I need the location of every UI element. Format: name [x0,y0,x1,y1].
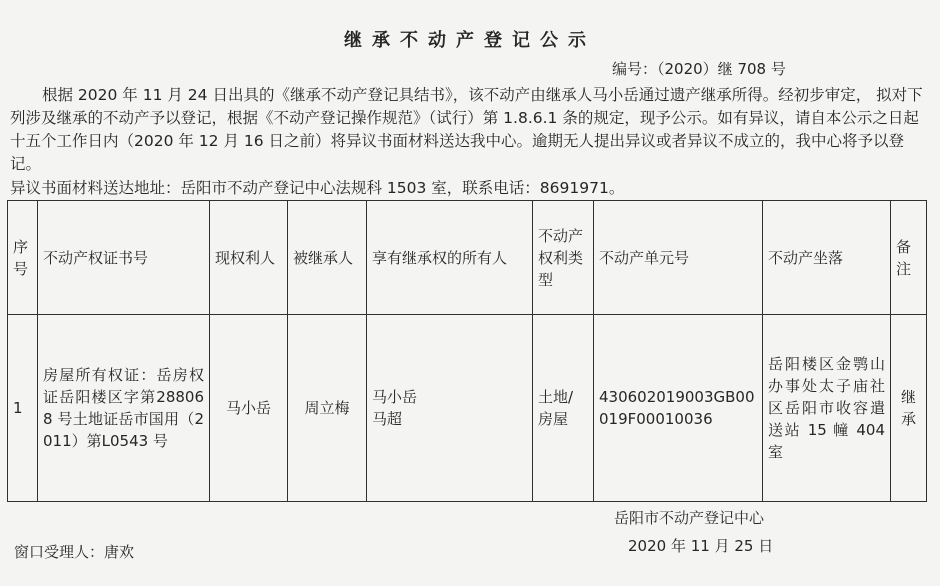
window-clerk: 窗口受理人：唐欢 [14,543,135,561]
header-holder: 现权利人 [210,201,288,315]
cell-right-type: 土地/房屋 [533,315,594,502]
cell-holder: 马小岳 [210,315,288,502]
notice-paragraph: 根据 2020 年 11 月 24 日出具的《继承不动产登记具结书》，该不动产由继承人马小岳通过遗产继承所得。经初步审定， 拟对下列涉及继承的不动产予以登记，根据《不动产登记操作规范》（试行）第 1.8.6.1 条的规定，现予公示。如有异议，请自本公示之日起十五个工作日内（2020 年 12 月 16 日之前）将异议书面材料送达我中心。逾期无人提出异议或者异议不成立的，我中心将予以登记。 [10,86,923,173]
document-number: 编号：（2020）继 708 号 [612,60,786,78]
cell-decedent: 周立梅 [288,315,367,502]
cell-unit-no: 430602019003GB00019F00010036 [594,315,763,502]
header-remark: 备注 [891,201,927,315]
header-cert-no: 不动产权证书号 [38,201,210,315]
cell-seq: 1 [8,315,38,502]
header-heirs: 享有继承权的所有人 [367,201,533,315]
heir-name: 马小岳 [372,388,418,406]
heir-name: 马超 [372,410,403,428]
cell-heirs [367,315,533,502]
cell-remark: 继承 [891,315,927,502]
issuing-organization: 岳阳市不动产登记中心 [614,509,765,527]
header-seq: 序号 [8,201,38,315]
cell-cert-no: 房屋所有权证：岳房权证岳阳楼区字第288068 号土地证岳市国用（2011）第L0543 号 [38,315,210,502]
registration-table [7,200,927,502]
objection-address: 异议书面材料送达地址：岳阳市不动产登记中心法规科 1503 室，联系电话：8691971。 [10,179,625,197]
notice-title: 继承不动产登记公示 [344,30,596,51]
table-row [8,315,927,502]
header-location: 不动产坐落 [763,201,891,315]
table-header-row [8,201,927,315]
header-right-type: 不动产权利类型 [533,201,594,315]
header-decedent: 被继承人 [288,201,367,315]
cell-location: 岳阳楼区金鹗山办事处太子庙社区岳阳市收容遣送站 15 幢 404 室 [763,315,891,502]
issue-date: 2020 年 11 月 25 日 [628,537,774,555]
header-unit-no: 不动产单元号 [594,201,763,315]
